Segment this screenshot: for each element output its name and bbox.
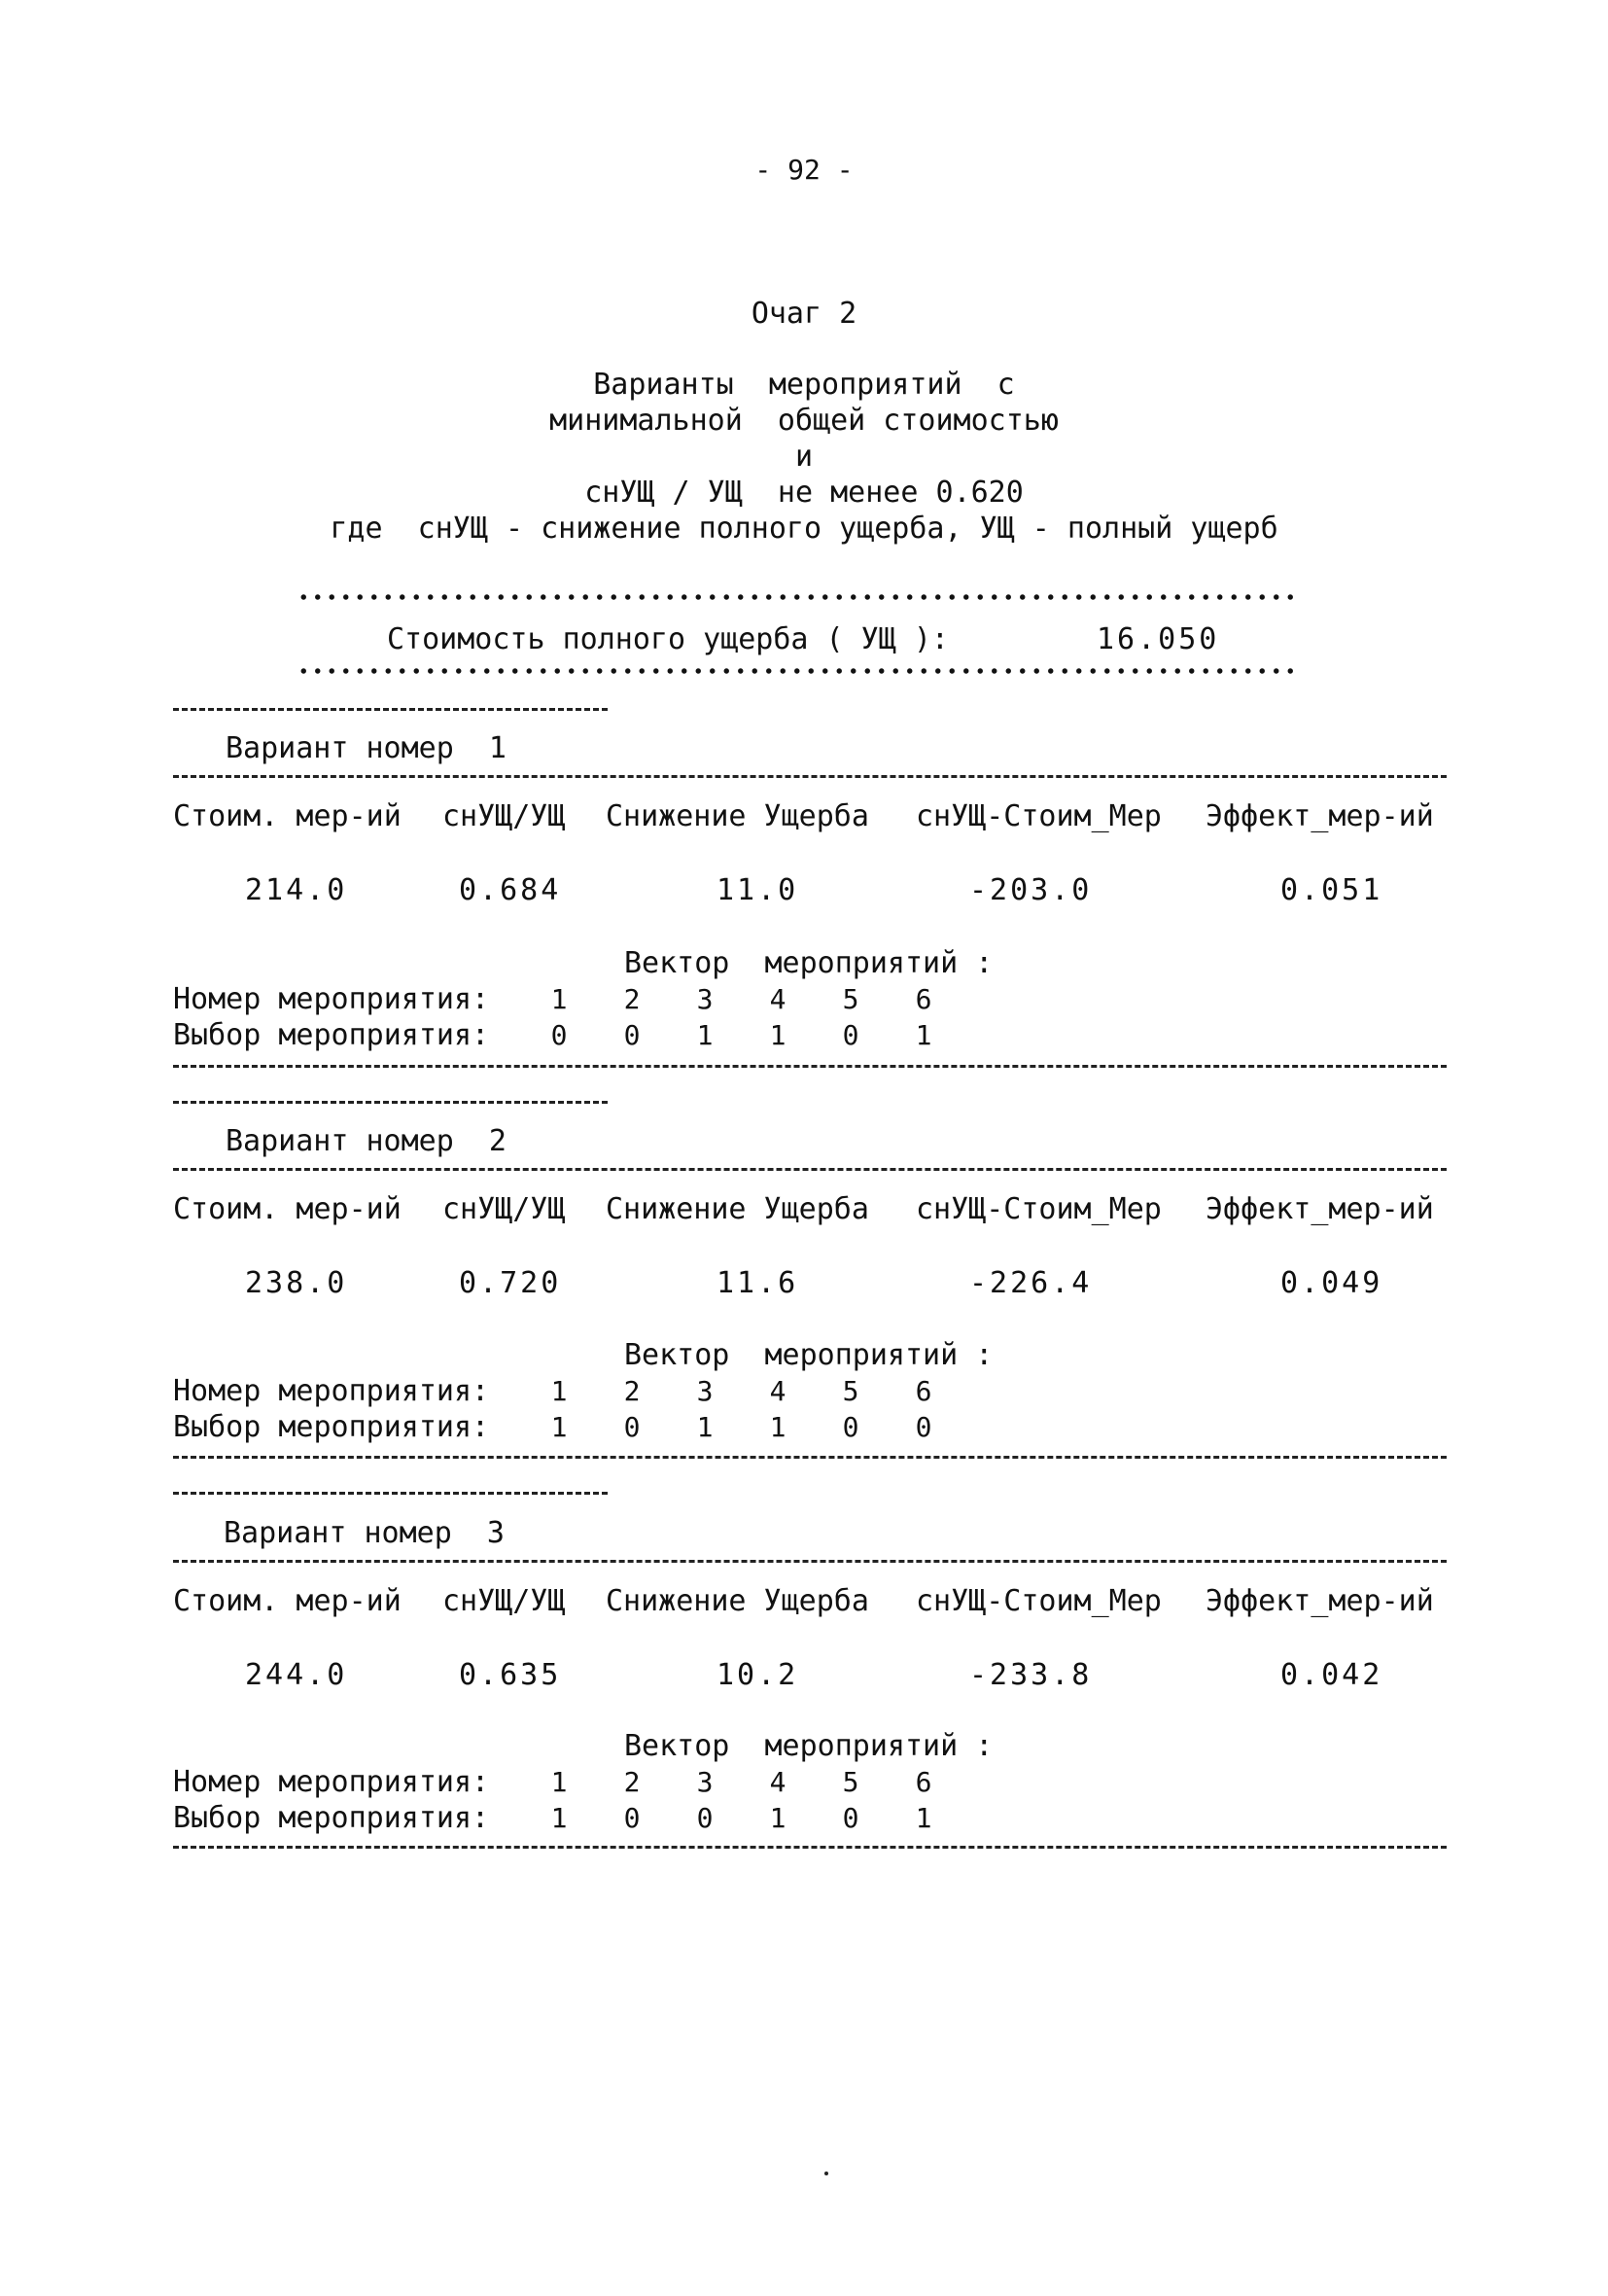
measure-choice: 1 (769, 1019, 787, 1051)
column-header-reduction: Снижение Ущерба (606, 1192, 869, 1226)
measure-choice: 0 (842, 1019, 859, 1051)
value-effect: 0.049 (1280, 1266, 1383, 1300)
measure-choice: 0 (550, 1019, 568, 1051)
measure-number: 1 (550, 983, 568, 1015)
measure-number: 3 (696, 1766, 714, 1798)
measure-choice: 1 (915, 1019, 932, 1051)
heading-line-5: где снУЩ - снижение полного ущерба, УЩ - полный ущерб (330, 512, 1278, 546)
column-header-ratio: снУЩ/УЩ (442, 1192, 566, 1226)
variant-title: Вариант номер 1 (226, 731, 507, 765)
measure-number-label: Номер мероприятия: (173, 1374, 490, 1408)
measure-number: 4 (769, 1375, 787, 1407)
measure-number: 6 (915, 1375, 932, 1407)
column-header-effect: Эффект_мер-ий (1206, 1192, 1434, 1226)
measure-number: 6 (915, 1766, 932, 1798)
column-header-ratio: снУЩ/УЩ (442, 799, 566, 833)
measure-number: 4 (769, 983, 787, 1015)
measure-choice-label: Выбор мероприятия: (173, 1410, 490, 1444)
total-damage-value: 16.050 (1097, 622, 1220, 656)
value-reduction: 11.6 (717, 1266, 799, 1300)
measure-choice: 0 (623, 1019, 641, 1051)
measure-choice: 1 (550, 1802, 568, 1834)
measure-choice: 1 (696, 1411, 714, 1443)
vector-title: Вектор мероприятий : (624, 946, 994, 980)
variant-divider (173, 775, 1447, 778)
value-reduction: 10.2 (717, 1658, 799, 1692)
value-difference: -203.0 (969, 873, 1093, 907)
measure-number: 2 (623, 983, 641, 1015)
vector-title: Вектор мероприятий : (624, 1729, 994, 1763)
section-title: Очаг 2 (751, 297, 857, 331)
scan-speck (824, 2172, 828, 2175)
column-header-reduction: Снижение Ущерба (606, 799, 869, 833)
column-header-effect: Эффект_мер-ий (1206, 1584, 1434, 1618)
measure-number: 5 (842, 1375, 859, 1407)
measure-number-label: Номер мероприятия: (173, 1765, 490, 1799)
variant-divider (173, 1846, 1447, 1849)
measure-choice: 0 (623, 1802, 641, 1834)
variant-divider-short (173, 1101, 608, 1104)
measure-number: 4 (769, 1766, 787, 1798)
measure-number: 1 (550, 1375, 568, 1407)
value-ratio: 0.635 (459, 1658, 562, 1692)
measure-choice-label: Выбор мероприятия: (173, 1018, 490, 1052)
measure-choice: 0 (915, 1411, 932, 1443)
measure-number: 1 (550, 1766, 568, 1798)
measure-number: 6 (915, 983, 932, 1015)
heading-line-3: и (794, 440, 814, 474)
variant-divider-short (173, 708, 608, 711)
measure-number: 2 (623, 1766, 641, 1798)
page-number: - 92 - (754, 154, 854, 186)
measure-choice: 0 (842, 1411, 859, 1443)
variant-divider (173, 1065, 1447, 1068)
measure-choice: 0 (623, 1411, 641, 1443)
variant-title: Вариант номер 2 (226, 1124, 507, 1158)
variant-divider-short (173, 1492, 608, 1495)
measure-choice: 1 (769, 1802, 787, 1834)
measure-choice: 0 (696, 1802, 714, 1834)
column-header-reduction: Снижение Ущерба (606, 1584, 869, 1618)
heading-line-4: снУЩ / УЩ не менее 0.620 (584, 476, 1024, 510)
heading-line-1: Варианты мероприятий с (593, 368, 1015, 402)
measure-number: 3 (696, 1375, 714, 1407)
value-cost: 244.0 (245, 1658, 348, 1692)
value-cost: 214.0 (245, 873, 348, 907)
value-ratio: 0.684 (459, 873, 562, 907)
vector-title: Вектор мероприятий : (624, 1338, 994, 1372)
measure-choice: 1 (915, 1802, 932, 1834)
heading-line-2: минимальной общей стоимостью (549, 404, 1059, 438)
value-ratio: 0.720 (459, 1266, 562, 1300)
measure-number: 5 (842, 1766, 859, 1798)
column-header-difference: снУЩ-Стоим_Мер (916, 799, 1162, 833)
measure-number: 5 (842, 983, 859, 1015)
variant-divider (173, 1560, 1447, 1563)
measure-choice: 1 (769, 1411, 787, 1443)
measure-choice: 0 (842, 1802, 859, 1834)
value-difference: -233.8 (969, 1658, 1093, 1692)
column-header-difference: снУЩ-Стоим_Мер (916, 1584, 1162, 1618)
total-damage-label: Стоимость полного ущерба ( УЩ ): (387, 622, 949, 656)
measure-choice-label: Выбор мероприятия: (173, 1801, 490, 1835)
value-cost: 238.0 (245, 1266, 348, 1300)
measure-number-label: Номер мероприятия: (173, 982, 490, 1016)
column-header-ratio: снУЩ/УЩ (442, 1584, 566, 1618)
measure-choice: 1 (696, 1019, 714, 1051)
column-header-difference: снУЩ-Стоим_Мер (916, 1192, 1162, 1226)
column-header-effect: Эффект_мер-ий (1206, 799, 1434, 833)
measure-number: 2 (623, 1375, 641, 1407)
column-header-cost: Стоим. мер-ий (173, 799, 402, 833)
dotted-separator-bottom (297, 665, 1298, 677)
column-header-cost: Стоим. мер-ий (173, 1584, 402, 1618)
value-reduction: 11.0 (717, 873, 799, 907)
variant-divider (173, 1168, 1447, 1171)
variant-title: Вариант номер 3 (224, 1516, 505, 1550)
variant-divider (173, 1456, 1447, 1459)
column-header-cost: Стоим. мер-ий (173, 1192, 402, 1226)
measure-number: 3 (696, 983, 714, 1015)
value-effect: 0.042 (1280, 1658, 1383, 1692)
value-difference: -226.4 (969, 1266, 1093, 1300)
dotted-separator-top (297, 591, 1298, 603)
measure-choice: 1 (550, 1411, 568, 1443)
value-effect: 0.051 (1280, 873, 1383, 907)
